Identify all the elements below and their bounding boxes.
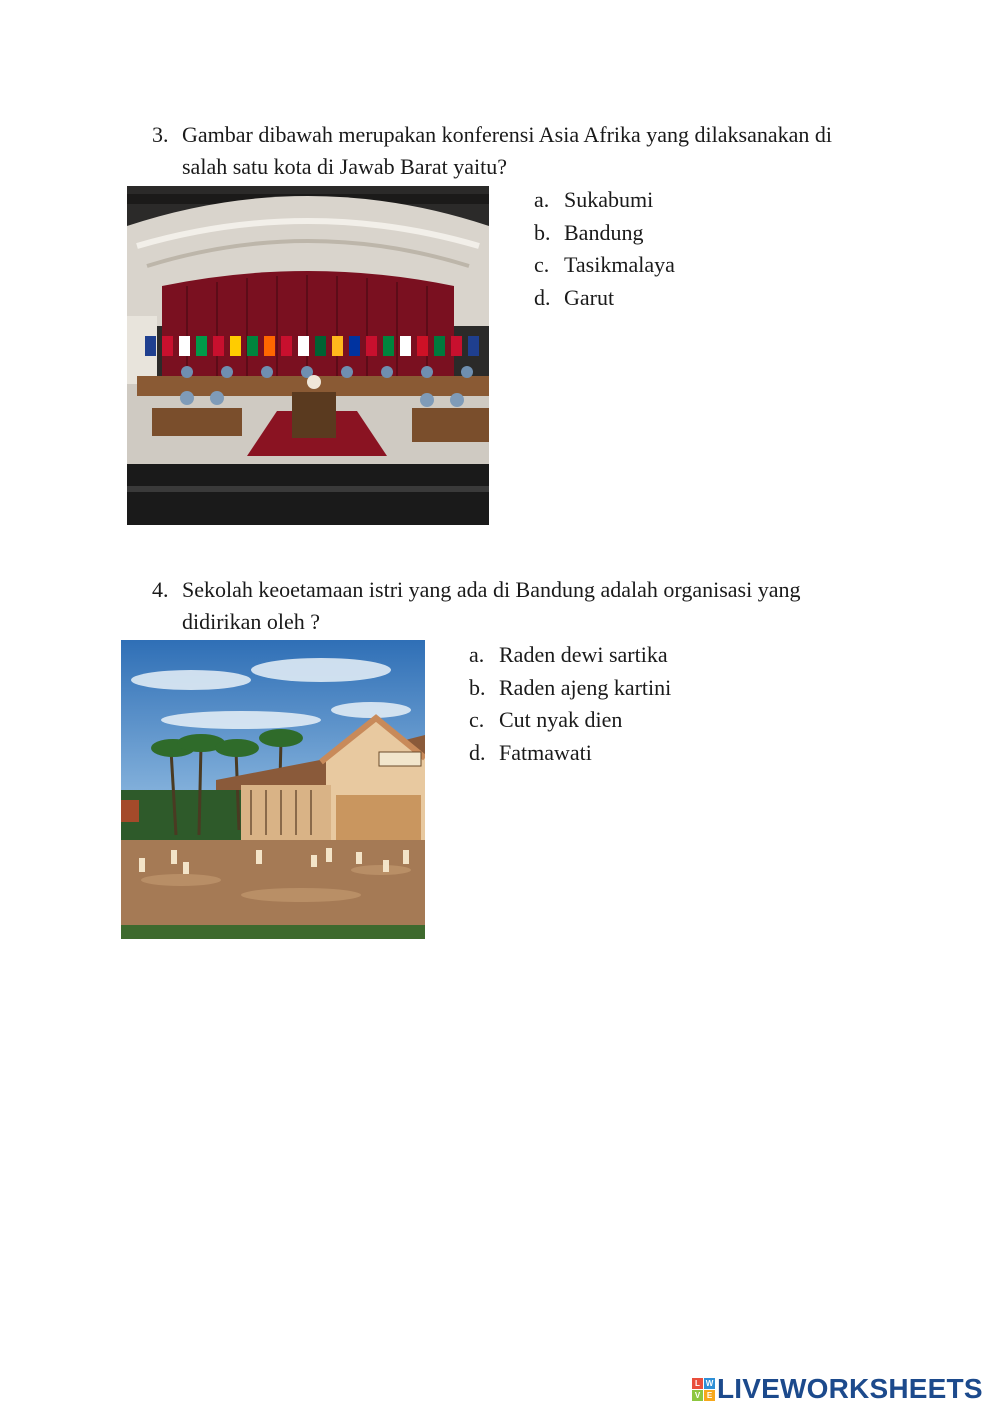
logo-text: LIVEWORKSHEETS xyxy=(717,1373,983,1404)
question-3-options xyxy=(534,184,675,314)
school-diorama-photo xyxy=(121,640,425,939)
question-line: salah satu kota di Jawab Barat yaitu? xyxy=(182,154,508,179)
question-number: 3. xyxy=(152,122,169,147)
logo-mark-letter: V xyxy=(692,1390,703,1401)
answer-option[interactable] xyxy=(469,639,671,672)
option-letter: a. xyxy=(469,642,485,667)
asia-africa-conference-photo xyxy=(127,186,489,525)
option-text: Tasikmalaya xyxy=(564,252,675,277)
question-line: didirikan oleh ? xyxy=(182,609,321,634)
question-line: Gambar dibawah merupakan konferensi Asia Afrika yang dilaksanakan di xyxy=(182,122,833,147)
conference-hall-illustration xyxy=(127,186,489,525)
option-text: Cut nyak dien xyxy=(499,707,623,732)
school-diorama-illustration xyxy=(121,640,425,939)
question-text xyxy=(182,119,912,183)
question-line: Sekolah keoetamaan istri yang ada di Bandung adalah organisasi yang xyxy=(182,577,801,602)
option-letter: d. xyxy=(469,739,486,765)
option-letter: d. xyxy=(534,284,551,310)
question-text xyxy=(182,574,912,638)
liveworksheets-logo[interactable] xyxy=(692,1374,983,1404)
option-text: Fatmawati xyxy=(499,739,592,765)
logo-mark-letter: L xyxy=(692,1378,703,1389)
option-text: Sukabumi xyxy=(564,187,654,212)
option-text: Raden dewi sartika xyxy=(499,642,668,667)
option-text: Garut xyxy=(564,284,615,310)
answer-option[interactable] xyxy=(469,704,671,737)
option-letter: a. xyxy=(534,187,550,212)
logo-mark-letter: W xyxy=(705,1378,714,1388)
option-text: Bandung xyxy=(564,219,644,245)
option-text: Raden ajeng kartini xyxy=(499,674,672,700)
answer-option[interactable] xyxy=(469,737,671,770)
option-letter: c. xyxy=(469,707,485,732)
answer-option[interactable] xyxy=(534,217,675,250)
option-letter: b. xyxy=(534,219,551,245)
option-letter: b. xyxy=(469,674,486,700)
logo-mark-letter: E xyxy=(704,1390,715,1401)
question-4-options xyxy=(469,639,671,769)
answer-option[interactable] xyxy=(534,184,675,217)
answer-option[interactable] xyxy=(534,282,675,315)
question-number: 4. xyxy=(152,577,169,602)
option-letter: c. xyxy=(534,252,550,277)
logo-mark-icon xyxy=(692,1378,715,1401)
answer-option[interactable] xyxy=(469,672,671,705)
answer-option[interactable] xyxy=(534,249,675,282)
